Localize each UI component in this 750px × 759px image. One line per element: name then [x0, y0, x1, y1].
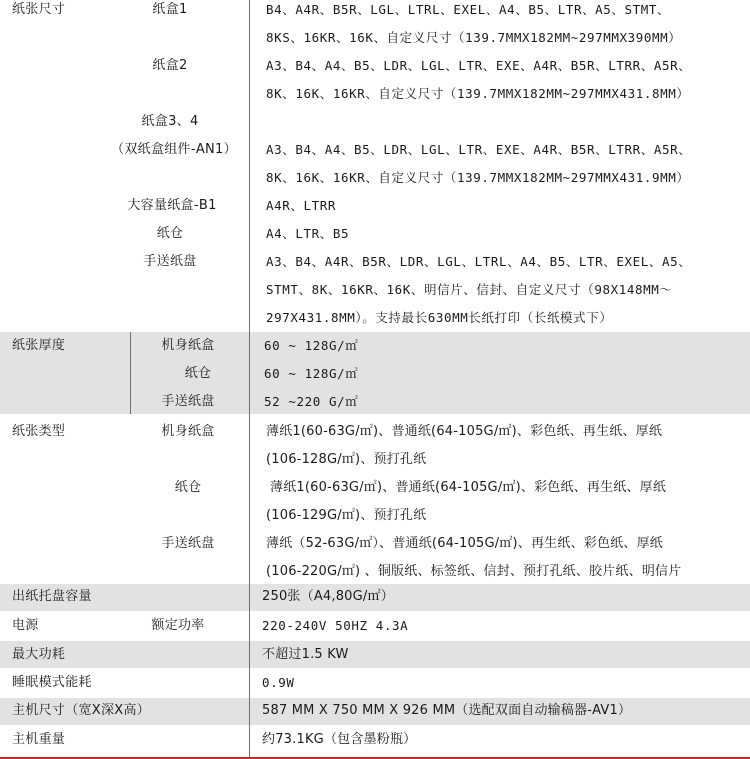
tray34-label: 纸盒3、4 [141, 114, 199, 129]
dimensions-value: 587 MM X 750 MM X 926 MM（选配双面自动输稿器-AV1） [262, 703, 632, 718]
paper-thickness-category: 纸张厚度 [12, 338, 66, 353]
paper-size-category: 纸张尺寸 [12, 2, 66, 17]
type-bypass-line2: (106-220G/㎡) 、铜版纸、标签纸、信封、预打孔纸、胶片纸、明信片 [266, 564, 682, 579]
thickness-drawer-label: 纸仓 [184, 366, 212, 381]
large-tray-label: 大容量纸盒-B1 [127, 198, 217, 213]
tray2-label: 纸盒2 [152, 58, 188, 73]
tray34-sizes-line2: 8K、16K、16KR、自定义尺寸（139.7MMX182MM~297MMX431.9MM） [266, 170, 690, 185]
thickness-bypass-value: 52 ~220 G/㎡ [264, 394, 359, 409]
drawer-sizes: A4、LTR、B5 [266, 226, 350, 241]
weight-label: 主机重量 [12, 732, 66, 747]
type-body-line1: 薄纸1(60-63G/㎡)、普通纸(64-105G/㎡)、彩色纸、再生纸、厚纸 [266, 424, 663, 439]
max-power-row [0, 641, 750, 668]
type-body-label: 机身纸盒 [161, 424, 215, 439]
tray1-label: 纸盒1 [152, 2, 188, 17]
type-drawer-line2: (106-129G/㎡)、预打孔纸 [266, 508, 427, 523]
power-sub-label: 额定功率 [151, 618, 205, 633]
dimensions-label: 主机尺寸（宽X深X高） [12, 703, 151, 718]
tray34-sizes-line1: A3、B4、A4、B5、LDR、LGL、LTR、EXE、A4R、B5R、LTRR、A5R、 [266, 142, 692, 157]
max-power-label: 最大功耗 [12, 647, 66, 662]
type-drawer-line1: 薄纸1(60-63G/㎡)、普通纸(64-105G/㎡)、彩色纸、再生纸、厚纸 [270, 480, 667, 495]
power-label: 电源 [12, 618, 39, 633]
weight-value: 约73.1KG（包含墨粉瓶） [262, 732, 417, 747]
tray1-sizes-line2: 8KS、16KR、16K、自定义尺寸（139.7MMX182MM~297MMX390MM） [266, 30, 682, 45]
paper-type-category: 纸张类型 [12, 424, 66, 439]
output-tray-value: 250张（A4,80G/㎡） [262, 589, 394, 604]
paper-type-section [0, 416, 750, 582]
tray2-sizes-line2: 8K、16K、16KR、自定义尺寸（139.7MMX182MM~297MMX431.8MM） [266, 86, 690, 101]
large-tray-sizes: A4R、LTRR [266, 198, 336, 213]
type-bypass-line1: 薄纸（52-63G/㎡）、普通纸(64-105G/㎡)、再生纸、彩色纸、厚纸 [266, 536, 663, 551]
drawer-label: 纸仓 [156, 226, 184, 241]
thickness-bypass-label: 手送纸盘 [161, 394, 215, 409]
paper-thickness-section [0, 332, 750, 414]
thickness-body-label: 机身纸盒 [161, 338, 215, 353]
type-drawer-label: 纸仓 [174, 480, 202, 495]
power-value: 220-240V 50HZ 4.3A [262, 618, 409, 633]
max-power-value: 不超过1.5 KW [262, 647, 349, 662]
bypass-label: 手送纸盘 [143, 254, 197, 269]
output-tray-row [0, 584, 750, 611]
bypass-sizes-line2: STMT、8K、16KR、16K、明信片、信封、自定义尺寸（98X148MM～ [266, 282, 673, 297]
thickness-divider [130, 332, 131, 414]
thickness-body-value: 60 ~ 128G/㎡ [264, 338, 359, 353]
type-bypass-label: 手送纸盘 [161, 536, 215, 551]
output-tray-label: 出纸托盘容量 [12, 589, 92, 604]
column-divider [249, 0, 250, 759]
thickness-drawer-value: 60 ~ 128G/㎡ [264, 366, 359, 381]
sleep-power-row [0, 669, 750, 697]
sleep-power-value: 0.9W [262, 675, 295, 690]
dimensions-row [0, 698, 750, 725]
weight-row [0, 726, 750, 757]
type-body-line2: (106-128G/㎡)、预打孔纸 [266, 452, 427, 467]
tray1-sizes-line1: B4、A4R、B5R、LGL、LTRL、EXEL、A4、B5、LTR、A5、STMT、 [266, 2, 671, 17]
paper-size-section [0, 0, 750, 332]
bypass-sizes-line3: 297X431.8MM）。支持最长630MM长纸打印（长纸模式下） [266, 310, 613, 325]
power-row [0, 612, 750, 640]
tray34-unit-label: （双纸盒组件-AN1） [111, 142, 237, 157]
sleep-power-label: 睡眠模式能耗 [12, 675, 92, 690]
bypass-sizes-line1: A3、B4、A4R、B5R、LDR、LGL、LTRL、A4、B5、LTR、EXEL、A5、 [266, 254, 692, 269]
tray2-sizes-line1: A3、B4、A4、B5、LDR、LGL、LTR、EXE、A4R、B5R、LTRR、A5R、 [266, 58, 692, 73]
